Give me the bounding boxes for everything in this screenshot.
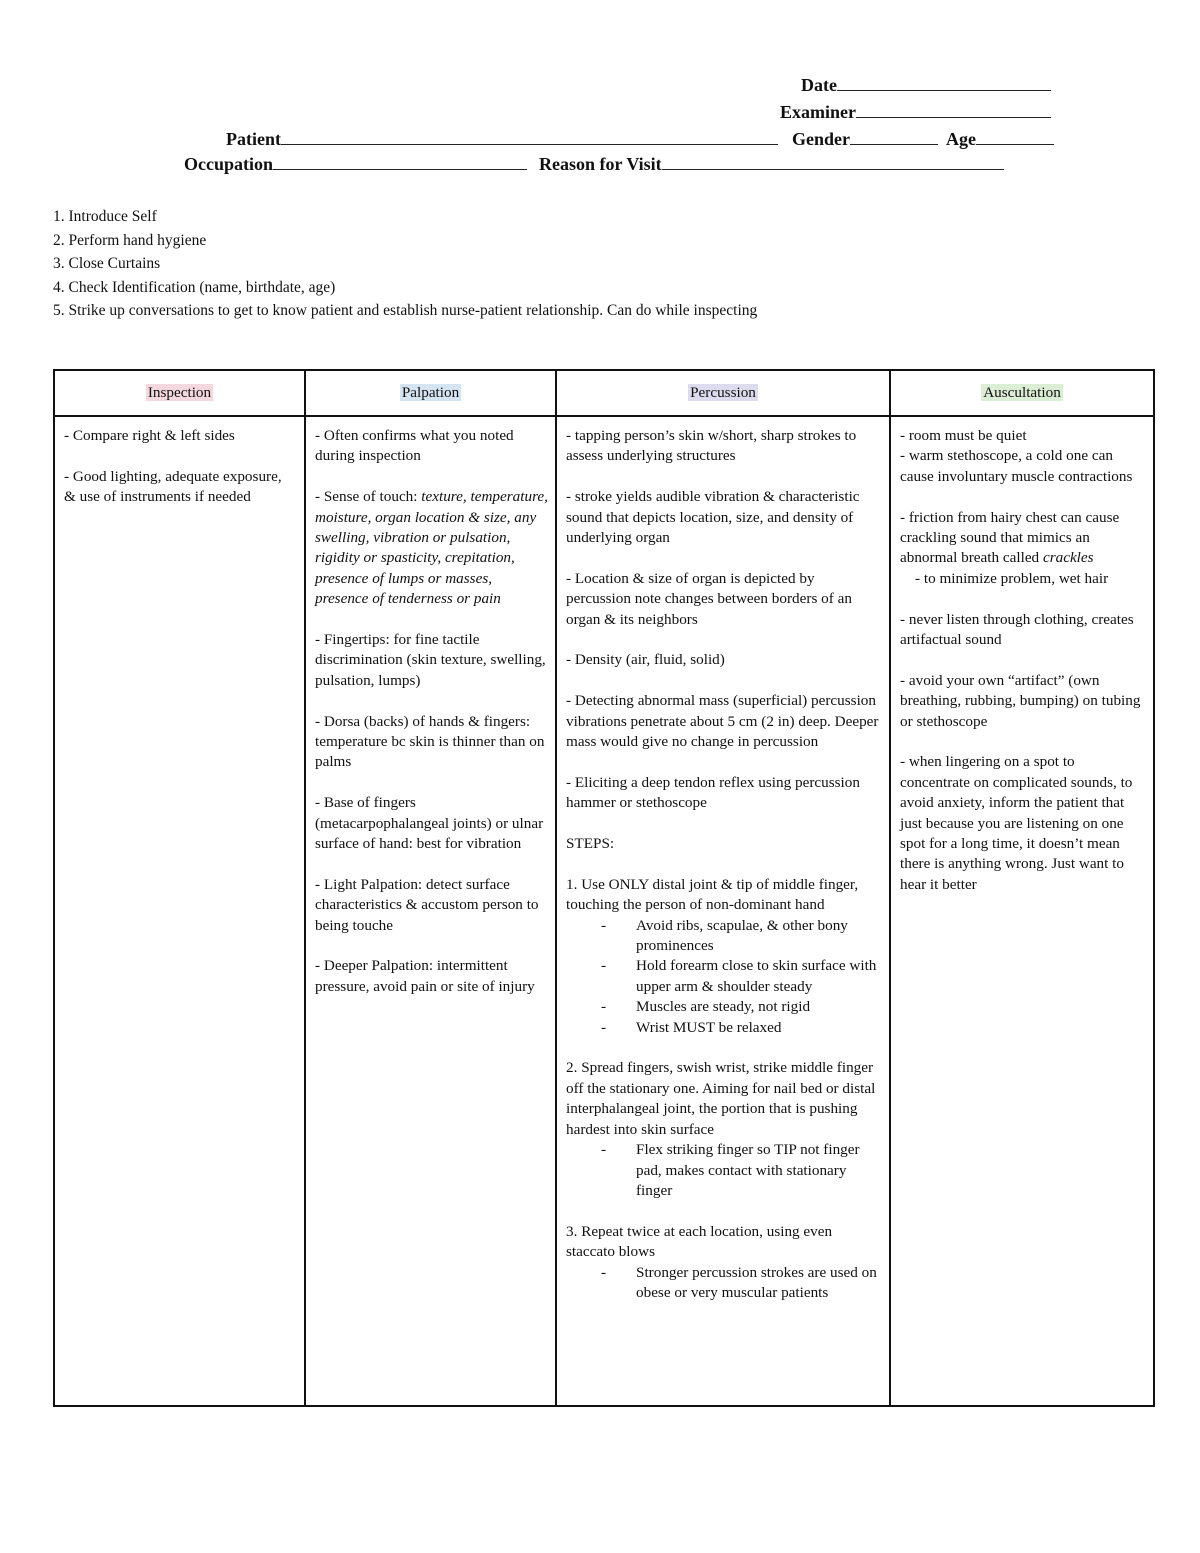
reason-line[interactable] — [662, 151, 1004, 170]
inspection-header-label: Inspection — [147, 383, 212, 401]
reason-label: Reason for Visit — [539, 154, 662, 174]
palpation-note: - Fingertips: for fine tactile discrimination (skin texture, swelling, pulsation, lumps) — [315, 631, 546, 689]
age-field[interactable] — [946, 126, 1054, 150]
age-label: Age — [946, 129, 976, 149]
percussion-note: - Location & size of organ is depicted by percussion note changes between borders of an organ & its neighbors — [566, 569, 852, 628]
auscultation-note: - when lingering on a spot to concentrate on complicated sounds, to avoid anxiety, inform the patient that just because you are listening on one spot for a long time, it doesn’t mean there is anything wrong. Just want to hear it better — [900, 753, 1133, 893]
intro-step: 5. Strike up conversations to get to know patient and establish nurse-patient relationship. Can do while inspecting — [53, 302, 758, 320]
auscultation-note: - room must be quiet — [900, 427, 1027, 444]
occupation-label: Occupation — [184, 154, 274, 174]
percussion-step-2: 2. Spread fingers, swish wrist, strike middle finger off the stationary one. Aiming for nail bed or distal interphalangeal joint, the portion that is pushing hardest into skin surface — [566, 1059, 876, 1138]
palpation-cell — [305, 416, 556, 1406]
occupation-field[interactable] — [184, 151, 527, 175]
percussion-step-2-list — [566, 1140, 882, 1201]
date-field[interactable] — [801, 72, 1051, 96]
palpation-touch-note — [315, 487, 548, 609]
gender-line[interactable] — [850, 126, 938, 145]
intro-step: 1. Introduce Self — [53, 208, 157, 225]
percussion-step-3-list — [566, 1263, 882, 1304]
intro-step: 2. Perform hand hygiene — [53, 231, 207, 249]
patient-field[interactable] — [226, 126, 778, 150]
assessment-table — [53, 369, 1155, 1407]
intro-steps-list — [53, 205, 757, 323]
gender-label: Gender — [792, 129, 850, 149]
palpation-header — [305, 370, 556, 416]
list-item: - Hold forearm close to skin surface with upper arm & shoulder steady — [566, 956, 882, 997]
inspection-note: - Good lighting, adequate exposure, & use of instruments if needed — [64, 467, 282, 506]
percussion-step-1: 1. Use ONLY distal joint & tip of middle finger, touching the person of non-dominant hand — [566, 875, 859, 914]
auscultation-crackles-term: crackles — [1042, 549, 1094, 567]
inspection-header — [54, 370, 305, 416]
palpation-note: - Dorsa (backs) of hands & fingers: temperature bc skin is thinner than on palms — [315, 712, 545, 771]
palpation-note: - Deeper Palpation: intermittent pressure, avoid pain or site of injury — [315, 957, 535, 995]
palpation-header-label: Palpation — [401, 383, 460, 401]
auscultation-friction-lead: - friction from hairy chest can cause crackling sound that mimics an abnormal breath called — [900, 508, 1120, 567]
patient-label: Patient — [226, 129, 281, 149]
percussion-note: - Detecting abnormal mass (superficial) percussion vibrations penetrate about 5 cm (2 in) deep. Deeper mass would give no change in percussion — [566, 692, 879, 751]
table-row — [54, 416, 1154, 1406]
auscultation-note: - never listen through clothing, creates artifactual sound — [900, 610, 1134, 649]
date-line[interactable] — [837, 72, 1051, 91]
percussion-header-label: Percussion — [690, 383, 756, 401]
date-label: Date — [801, 75, 837, 95]
age-line[interactable] — [976, 126, 1054, 145]
intro-step: 3. Close Curtains — [53, 255, 161, 273]
palpation-touch-lead: - Sense of touch: — [315, 488, 422, 506]
inspection-note: - Compare right & left sides — [64, 427, 235, 444]
intro-step: 4. Check Identification (name, birthdate, age) — [53, 278, 336, 296]
list-item: - Wrist MUST be relaxed — [566, 1018, 882, 1038]
auscultation-header — [890, 370, 1154, 416]
palpation-note: - Light Palpation: detect surface characteristics & accustom person to being touche — [315, 875, 539, 934]
palpation-note: - Often confirms what you noted during inspection — [315, 427, 514, 465]
auscultation-cell — [890, 416, 1154, 1406]
list-item: - Flex striking finger so TIP not finger pad, makes contact with stationary finger — [566, 1140, 882, 1201]
inspection-cell — [54, 416, 305, 1406]
gender-field[interactable] — [792, 126, 938, 150]
auscultation-note: - warm stethoscope, a cold one can cause involuntary muscle contractions — [900, 447, 1133, 485]
palpation-touch-list: texture, temperature, moisture, organ location & size, any swelling, vibration or pulsation, rigidity or spasticity, crepitation, presence of lumps or masses, presence of tenderness or pain — [315, 488, 548, 608]
percussion-note: - stroke yields audible vibration & characteristic sound that depicts location, size, and density of underlying organ — [566, 488, 860, 547]
occupation-line[interactable] — [273, 151, 527, 170]
percussion-header — [556, 370, 890, 416]
auscultation-subnote: - to minimize problem, wet hair — [915, 569, 1109, 587]
auscultation-note: - avoid your own “artifact” (own breathing, rubbing, bumping) on tubing or stethoscope — [900, 671, 1141, 730]
examiner-label: Examiner — [780, 102, 856, 122]
percussion-steps-label: STEPS: — [566, 835, 615, 853]
examiner-field[interactable] — [780, 99, 1051, 123]
percussion-step-1-list — [566, 916, 882, 1038]
list-item: - Stronger percussion strokes are used on obese or very muscular patients — [566, 1263, 882, 1304]
list-item: - Avoid ribs, scapulae, & other bony prominences — [566, 916, 882, 957]
palpation-note: - Base of fingers (metacarpophalangeal joints) or ulnar surface of hand: best for vibration — [315, 794, 544, 853]
percussion-note: - Eliciting a deep tendon reflex using percussion hammer or stethoscope — [566, 773, 860, 812]
auscultation-friction-note — [900, 508, 1146, 569]
percussion-cell — [556, 416, 890, 1406]
reason-field[interactable] — [539, 151, 1004, 175]
percussion-step-3: 3. Repeat twice at each location, using even staccato blows — [566, 1222, 833, 1261]
table-header-row — [54, 370, 1154, 416]
auscultation-header-label: Auscultation — [983, 383, 1061, 401]
examiner-line[interactable] — [856, 99, 1051, 118]
percussion-note: - Density (air, fluid, solid) — [566, 651, 725, 669]
percussion-note: - tapping person’s skin w/short, sharp strokes to assess underlying structures — [566, 427, 857, 465]
list-item: - Muscles are steady, not rigid — [566, 997, 882, 1017]
patient-line[interactable] — [281, 126, 778, 145]
